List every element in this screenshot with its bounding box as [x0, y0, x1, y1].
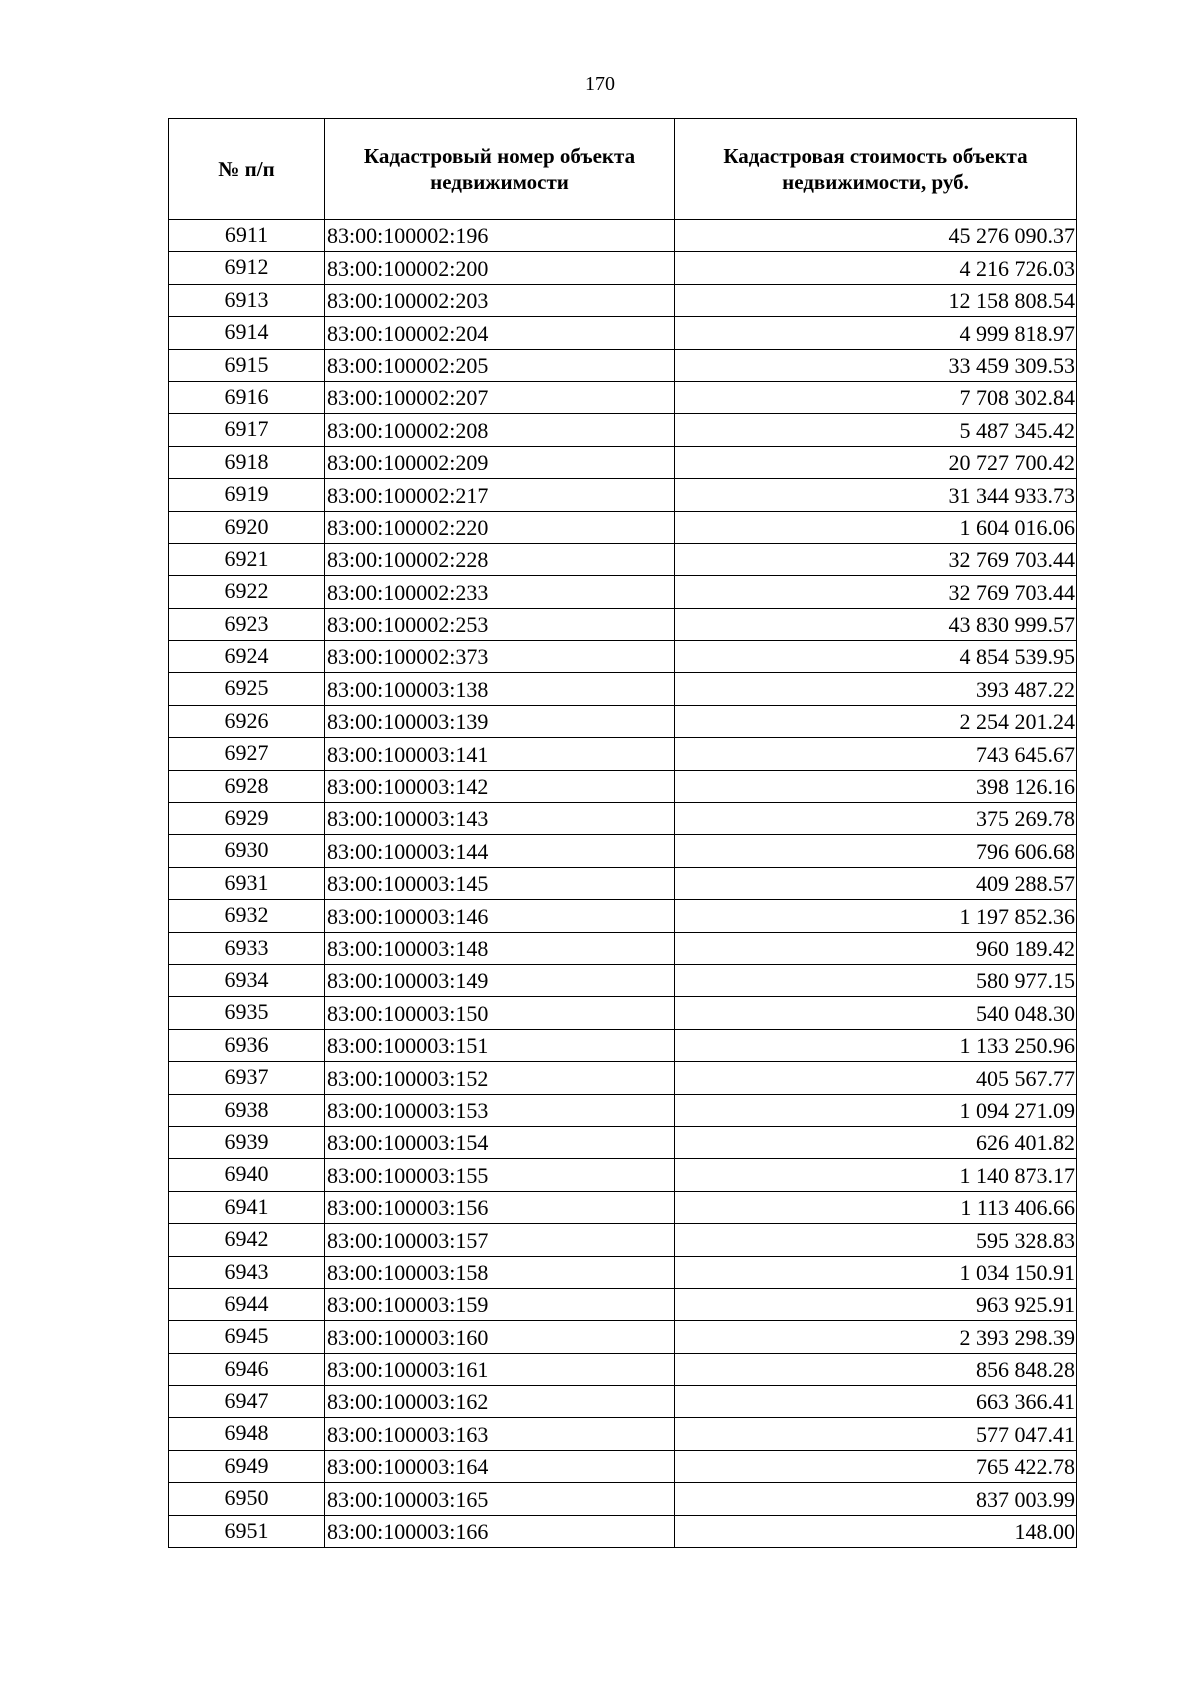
table-row: [169, 835, 1077, 867]
cadastral-number-cell: 83:00:100003:152: [325, 1062, 675, 1094]
cadastral-value-cell: 12 158 808.54: [675, 284, 1077, 316]
cadastral-value-cell: 1 034 150.91: [675, 1256, 1077, 1288]
table-row: [169, 1094, 1077, 1126]
table-row: [169, 1353, 1077, 1385]
row-number-cell: 6930: [169, 835, 325, 867]
cadastral-number-cell: 83:00:100002:204: [325, 317, 675, 349]
table-row: [169, 964, 1077, 996]
cadastral-value-cell: 2 254 201.24: [675, 705, 1077, 737]
row-number-cell: 6947: [169, 1386, 325, 1418]
table-row: [169, 997, 1077, 1029]
table-row: [169, 900, 1077, 932]
cadastral-value-cell: 1 133 250.96: [675, 1029, 1077, 1061]
cadastral-number-cell: 83:00:100002:203: [325, 284, 675, 316]
cadastral-number-cell: 83:00:100003:143: [325, 803, 675, 835]
cadastral-value-cell: 5 487 345.42: [675, 414, 1077, 446]
cadastral-value-cell: 32 769 703.44: [675, 576, 1077, 608]
table-row: [169, 641, 1077, 673]
row-number-cell: 6945: [169, 1321, 325, 1353]
table-row: [169, 1483, 1077, 1515]
cadastral-value-cell: 663 366.41: [675, 1386, 1077, 1418]
table-row: [169, 1029, 1077, 1061]
header-cadastral-value: Кадастровая стоимость объекта недвижимости, руб.: [675, 119, 1077, 220]
cadastral-number-cell: 83:00:100003:160: [325, 1321, 675, 1353]
row-number-cell: 6942: [169, 1224, 325, 1256]
cadastral-number-cell: 83:00:100003:150: [325, 997, 675, 1029]
cadastral-value-cell: 765 422.78: [675, 1450, 1077, 1482]
cadastral-table: [168, 118, 1077, 1548]
cadastral-number-cell: 83:00:100002:196: [325, 220, 675, 252]
row-number-cell: 6934: [169, 964, 325, 996]
table-row: [169, 284, 1077, 316]
cadastral-number-cell: 83:00:100003:153: [325, 1094, 675, 1126]
row-number-cell: 6924: [169, 641, 325, 673]
row-number-cell: 6932: [169, 900, 325, 932]
cadastral-number-cell: 83:00:100002:200: [325, 252, 675, 284]
cadastral-value-cell: 960 189.42: [675, 932, 1077, 964]
row-number-cell: 6939: [169, 1126, 325, 1158]
cadastral-value-cell: 1 094 271.09: [675, 1094, 1077, 1126]
table-body: [169, 220, 1077, 1548]
row-number-cell: 6914: [169, 317, 325, 349]
cadastral-value-cell: 20 727 700.42: [675, 446, 1077, 478]
row-number-cell: 6920: [169, 511, 325, 543]
cadastral-number-cell: 83:00:100003:164: [325, 1450, 675, 1482]
row-number-cell: 6918: [169, 446, 325, 478]
cadastral-number-cell: 83:00:100003:148: [325, 932, 675, 964]
row-number-cell: 6935: [169, 997, 325, 1029]
cadastral-value-cell: 580 977.15: [675, 964, 1077, 996]
row-number-cell: 6925: [169, 673, 325, 705]
table-row: [169, 381, 1077, 413]
row-number-cell: 6916: [169, 381, 325, 413]
cadastral-value-cell: 4 216 726.03: [675, 252, 1077, 284]
header-cadastral-number: Кадастровый номер объекта недвижимости: [325, 119, 675, 220]
row-number-cell: 6915: [169, 349, 325, 381]
cadastral-value-cell: 31 344 933.73: [675, 479, 1077, 511]
row-number-cell: 6944: [169, 1288, 325, 1320]
cadastral-number-cell: 83:00:100003:142: [325, 770, 675, 802]
row-number-cell: 6919: [169, 479, 325, 511]
table-row: [169, 673, 1077, 705]
cadastral-number-cell: 83:00:100002:220: [325, 511, 675, 543]
table-row: [169, 479, 1077, 511]
table-row: [169, 1321, 1077, 1353]
row-number-cell: 6911: [169, 220, 325, 252]
table-row: [169, 803, 1077, 835]
table-row: [169, 932, 1077, 964]
table-row: [169, 543, 1077, 575]
table-row: [169, 867, 1077, 899]
row-number-cell: 6940: [169, 1159, 325, 1191]
cadastral-number-cell: 83:00:100003:155: [325, 1159, 675, 1191]
row-number-cell: 6929: [169, 803, 325, 835]
cadastral-number-cell: 83:00:100003:162: [325, 1386, 675, 1418]
cadastral-number-cell: 83:00:100002:253: [325, 608, 675, 640]
cadastral-number-cell: 83:00:100002:208: [325, 414, 675, 446]
table-row: [169, 1126, 1077, 1158]
cadastral-value-cell: 856 848.28: [675, 1353, 1077, 1385]
cadastral-value-cell: 43 830 999.57: [675, 608, 1077, 640]
cadastral-number-cell: 83:00:100002:209: [325, 446, 675, 478]
row-number-cell: 6950: [169, 1483, 325, 1515]
row-number-cell: 6931: [169, 867, 325, 899]
cadastral-value-cell: 1 604 016.06: [675, 511, 1077, 543]
cadastral-value-cell: 540 048.30: [675, 997, 1077, 1029]
table-row: [169, 770, 1077, 802]
cadastral-value-cell: 1 140 873.17: [675, 1159, 1077, 1191]
cadastral-number-cell: 83:00:100003:159: [325, 1288, 675, 1320]
table-row: [169, 1418, 1077, 1450]
row-number-cell: 6951: [169, 1515, 325, 1547]
cadastral-value-cell: 595 328.83: [675, 1224, 1077, 1256]
row-number-cell: 6921: [169, 543, 325, 575]
cadastral-number-cell: 83:00:100002:233: [325, 576, 675, 608]
cadastral-number-cell: 83:00:100003:151: [325, 1029, 675, 1061]
row-number-cell: 6946: [169, 1353, 325, 1385]
table-row: [169, 1515, 1077, 1547]
cadastral-value-cell: 405 567.77: [675, 1062, 1077, 1094]
cadastral-number-cell: 83:00:100003:138: [325, 673, 675, 705]
cadastral-number-cell: 83:00:100003:158: [325, 1256, 675, 1288]
table-row: [169, 1159, 1077, 1191]
cadastral-value-cell: 398 126.16: [675, 770, 1077, 802]
table-row: [169, 317, 1077, 349]
cadastral-number-cell: 83:00:100002:228: [325, 543, 675, 575]
cadastral-value-cell: 837 003.99: [675, 1483, 1077, 1515]
table-row: [169, 705, 1077, 737]
cadastral-value-cell: 4 854 539.95: [675, 641, 1077, 673]
cadastral-number-cell: 83:00:100003:161: [325, 1353, 675, 1385]
table-row: [169, 511, 1077, 543]
table-row: [169, 252, 1077, 284]
row-number-cell: 6936: [169, 1029, 325, 1061]
cadastral-number-cell: 83:00:100003:157: [325, 1224, 675, 1256]
cadastral-value-cell: 1 197 852.36: [675, 900, 1077, 932]
cadastral-value-cell: 2 393 298.39: [675, 1321, 1077, 1353]
cadastral-number-cell: 83:00:100003:166: [325, 1515, 675, 1547]
cadastral-value-cell: 148.00: [675, 1515, 1077, 1547]
row-number-cell: 6917: [169, 414, 325, 446]
row-number-cell: 6941: [169, 1191, 325, 1223]
row-number-cell: 6928: [169, 770, 325, 802]
cadastral-number-cell: 83:00:100002:205: [325, 349, 675, 381]
table-row: [169, 1256, 1077, 1288]
cadastral-value-cell: 32 769 703.44: [675, 543, 1077, 575]
table-row: [169, 1288, 1077, 1320]
cadastral-value-cell: 45 276 090.37: [675, 220, 1077, 252]
row-number-cell: 6937: [169, 1062, 325, 1094]
cadastral-number-cell: 83:00:100003:141: [325, 738, 675, 770]
cadastral-number-cell: 83:00:100003:163: [325, 1418, 675, 1450]
cadastral-value-cell: 626 401.82: [675, 1126, 1077, 1158]
table-header: [169, 119, 1077, 220]
row-number-cell: 6948: [169, 1418, 325, 1450]
cadastral-number-cell: 83:00:100003:145: [325, 867, 675, 899]
row-number-cell: 6923: [169, 608, 325, 640]
table-row: [169, 349, 1077, 381]
cadastral-number-cell: 83:00:100003:156: [325, 1191, 675, 1223]
cadastral-value-cell: 33 459 309.53: [675, 349, 1077, 381]
row-number-cell: 6933: [169, 932, 325, 964]
cadastral-value-cell: 1 113 406.66: [675, 1191, 1077, 1223]
cadastral-value-cell: 393 487.22: [675, 673, 1077, 705]
cadastral-number-cell: 83:00:100003:149: [325, 964, 675, 996]
cadastral-number-cell: 83:00:100002:207: [325, 381, 675, 413]
row-number-cell: 6922: [169, 576, 325, 608]
row-number-cell: 6913: [169, 284, 325, 316]
table-row: [169, 220, 1077, 252]
cadastral-number-cell: 83:00:100002:373: [325, 641, 675, 673]
row-number-cell: 6943: [169, 1256, 325, 1288]
header-num: № п/п: [169, 119, 325, 220]
cadastral-number-cell: 83:00:100003:139: [325, 705, 675, 737]
table-row: [169, 1062, 1077, 1094]
cadastral-number-cell: 83:00:100003:144: [325, 835, 675, 867]
cadastral-value-cell: 409 288.57: [675, 867, 1077, 899]
row-number-cell: 6949: [169, 1450, 325, 1482]
page-number: 170: [585, 73, 615, 95]
table-row: [169, 1224, 1077, 1256]
table-row: [169, 738, 1077, 770]
cadastral-number-cell: 83:00:100003:146: [325, 900, 675, 932]
table-row: [169, 576, 1077, 608]
cadastral-value-cell: 963 925.91: [675, 1288, 1077, 1320]
cadastral-value-cell: 7 708 302.84: [675, 381, 1077, 413]
cadastral-value-cell: 577 047.41: [675, 1418, 1077, 1450]
table-row: [169, 446, 1077, 478]
table-row: [169, 608, 1077, 640]
cadastral-value-cell: 375 269.78: [675, 803, 1077, 835]
cadastral-number-cell: 83:00:100003:165: [325, 1483, 675, 1515]
row-number-cell: 6938: [169, 1094, 325, 1126]
table-row: [169, 1386, 1077, 1418]
row-number-cell: 6927: [169, 738, 325, 770]
table-row: [169, 1450, 1077, 1482]
table-row: [169, 1191, 1077, 1223]
cadastral-value-cell: 743 645.67: [675, 738, 1077, 770]
cadastral-value-cell: 4 999 818.97: [675, 317, 1077, 349]
row-number-cell: 6912: [169, 252, 325, 284]
table-row: [169, 414, 1077, 446]
row-number-cell: 6926: [169, 705, 325, 737]
cadastral-value-cell: 796 606.68: [675, 835, 1077, 867]
cadastral-number-cell: 83:00:100002:217: [325, 479, 675, 511]
cadastral-number-cell: 83:00:100003:154: [325, 1126, 675, 1158]
header-row: [169, 119, 1077, 220]
